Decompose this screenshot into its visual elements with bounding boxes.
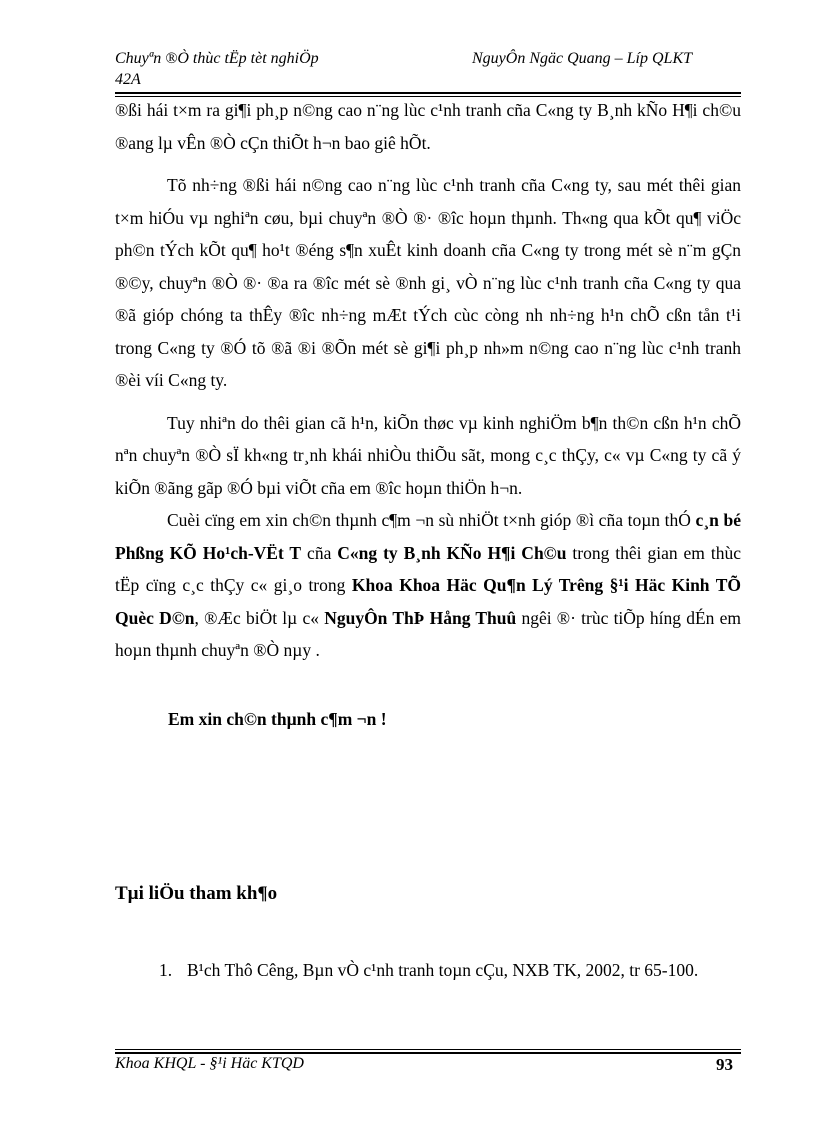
- header-thesis-title: Chuyªn ®Ò thùc tËp tèt nghiÖp: [115, 50, 319, 67]
- references-title: Tµi liÖu tham kh¶o: [115, 883, 278, 904]
- page-footer: [115, 1055, 741, 1079]
- text-run: cña: [301, 542, 338, 563]
- paragraph: Tuy nhiªn do thêi gian cã h¹n, kiÕn thøc vµ kinh nghiÖm b¶n th©n cßn h¹n chÕ nªn chuyªn ®Ò sÏ kh«ng tr¸nh khái nhiÒu thiÕu sãt, mong c¸c thÇy, c« vµ C«ng ty cã ý kiÕn ®ãng gãp ®Ó bµi viÕt cña em ®îc hoµn thiÖn h¬n.: [115, 412, 741, 498]
- body-text: [115, 94, 741, 735]
- paragraph: [115, 504, 741, 667]
- reference-text: B¹ch Thô Cêng, Bµn vÒ c¹nh tranh toµn cÇu, NXB TK, 2002, tr 65-100.: [187, 960, 699, 980]
- faculty-name: Khoa Khoa Häc Qu¶n Lý Trêng §¹i Häc Kinh TÕ Quèc D©n: [115, 575, 741, 628]
- text-run: Cuèi cïng em xin ch©n thµnh c¶m ¬n sù nhiÖt t×nh gióp ®ì cña toµn thÓ: [167, 510, 696, 530]
- header-class: 42A: [115, 71, 141, 88]
- footer-rule-thin: [115, 1049, 741, 1050]
- footer-rule-thick: [115, 1052, 741, 1054]
- advisor-name: NguyÔn ThÞ Hång Thuû: [324, 607, 517, 628]
- paragraph: ®ßi hái t×m ra gi¶i ph¸p n©ng cao n¨ng lùc c¹nh tranh cña C«ng ty B¸nh kÑo H¶i ch©u ®ang lµ vÊn ®Ò cÇn thiÕt h¬n bao giê hÕt.: [115, 100, 741, 153]
- thanks-line: Em xin ch©n thµnh c¶m ¬n !: [168, 708, 387, 729]
- paragraph: Tõ nh÷ng ®ßi hái n©ng cao n¨ng lùc c¹nh tranh cña C«ng ty, sau mét thêi gian t×m hiÓu vµ nghiªn cøu, bµi chuyªn ®Ò ®· ®îc hoµn thµnh. Th«ng qua kÕt qu¶ viÖc ph©n tÝch kÕt qu¶ ho¹t ®éng s¶n xuÊt kinh doanh cña C«ng ty trong mét sè n¨m gÇn ®©y, chuyªn ®Ò ®· ®a ra ®îc mét sè ®nh gi¸ vÒ n¨ng lùc c¹nh tranh cña C«ng ty qua ®ã gióp chóng ta thÊy ®îc nh÷ng mÆt tÝch cùc còng nh nh÷ng h¹n chÕ cßn tån t¹i trong C«ng ty ®Ó tõ ®ã ®i ®Õn mét sè gi¶i ph¸p nh»m n©ng cao n¨ng lùc c¹nh tranh ®èi víi C«ng ty.: [115, 175, 741, 390]
- page-header: [115, 48, 741, 90]
- footer-faculty: Khoa KHQL - §¹i Häc KTQD: [115, 1055, 304, 1072]
- text-run: trong thêi gian em thùc tËp cïng c¸c thÇy c« gi¸o trong: [115, 542, 741, 595]
- text-run: ngêi ®· trùc tiÕp híng dÉn em hoµn thµnh chuyªn ®Ò nµy .: [115, 607, 742, 660]
- reference-number: 1.: [159, 960, 173, 980]
- text-run: , ®Æc biÖt lµ c«: [194, 607, 325, 628]
- page-number: 93: [716, 1055, 733, 1074]
- header-author: NguyÔn Ngäc Quang – Líp QLKT: [472, 50, 693, 67]
- reference-item: [159, 954, 741, 986]
- department-name: c¸n bé Phßng KÕ Ho¹ch-VËt T: [115, 510, 742, 563]
- company-name: C«ng ty B¸nh KÑo H¶i Ch©u: [337, 542, 567, 563]
